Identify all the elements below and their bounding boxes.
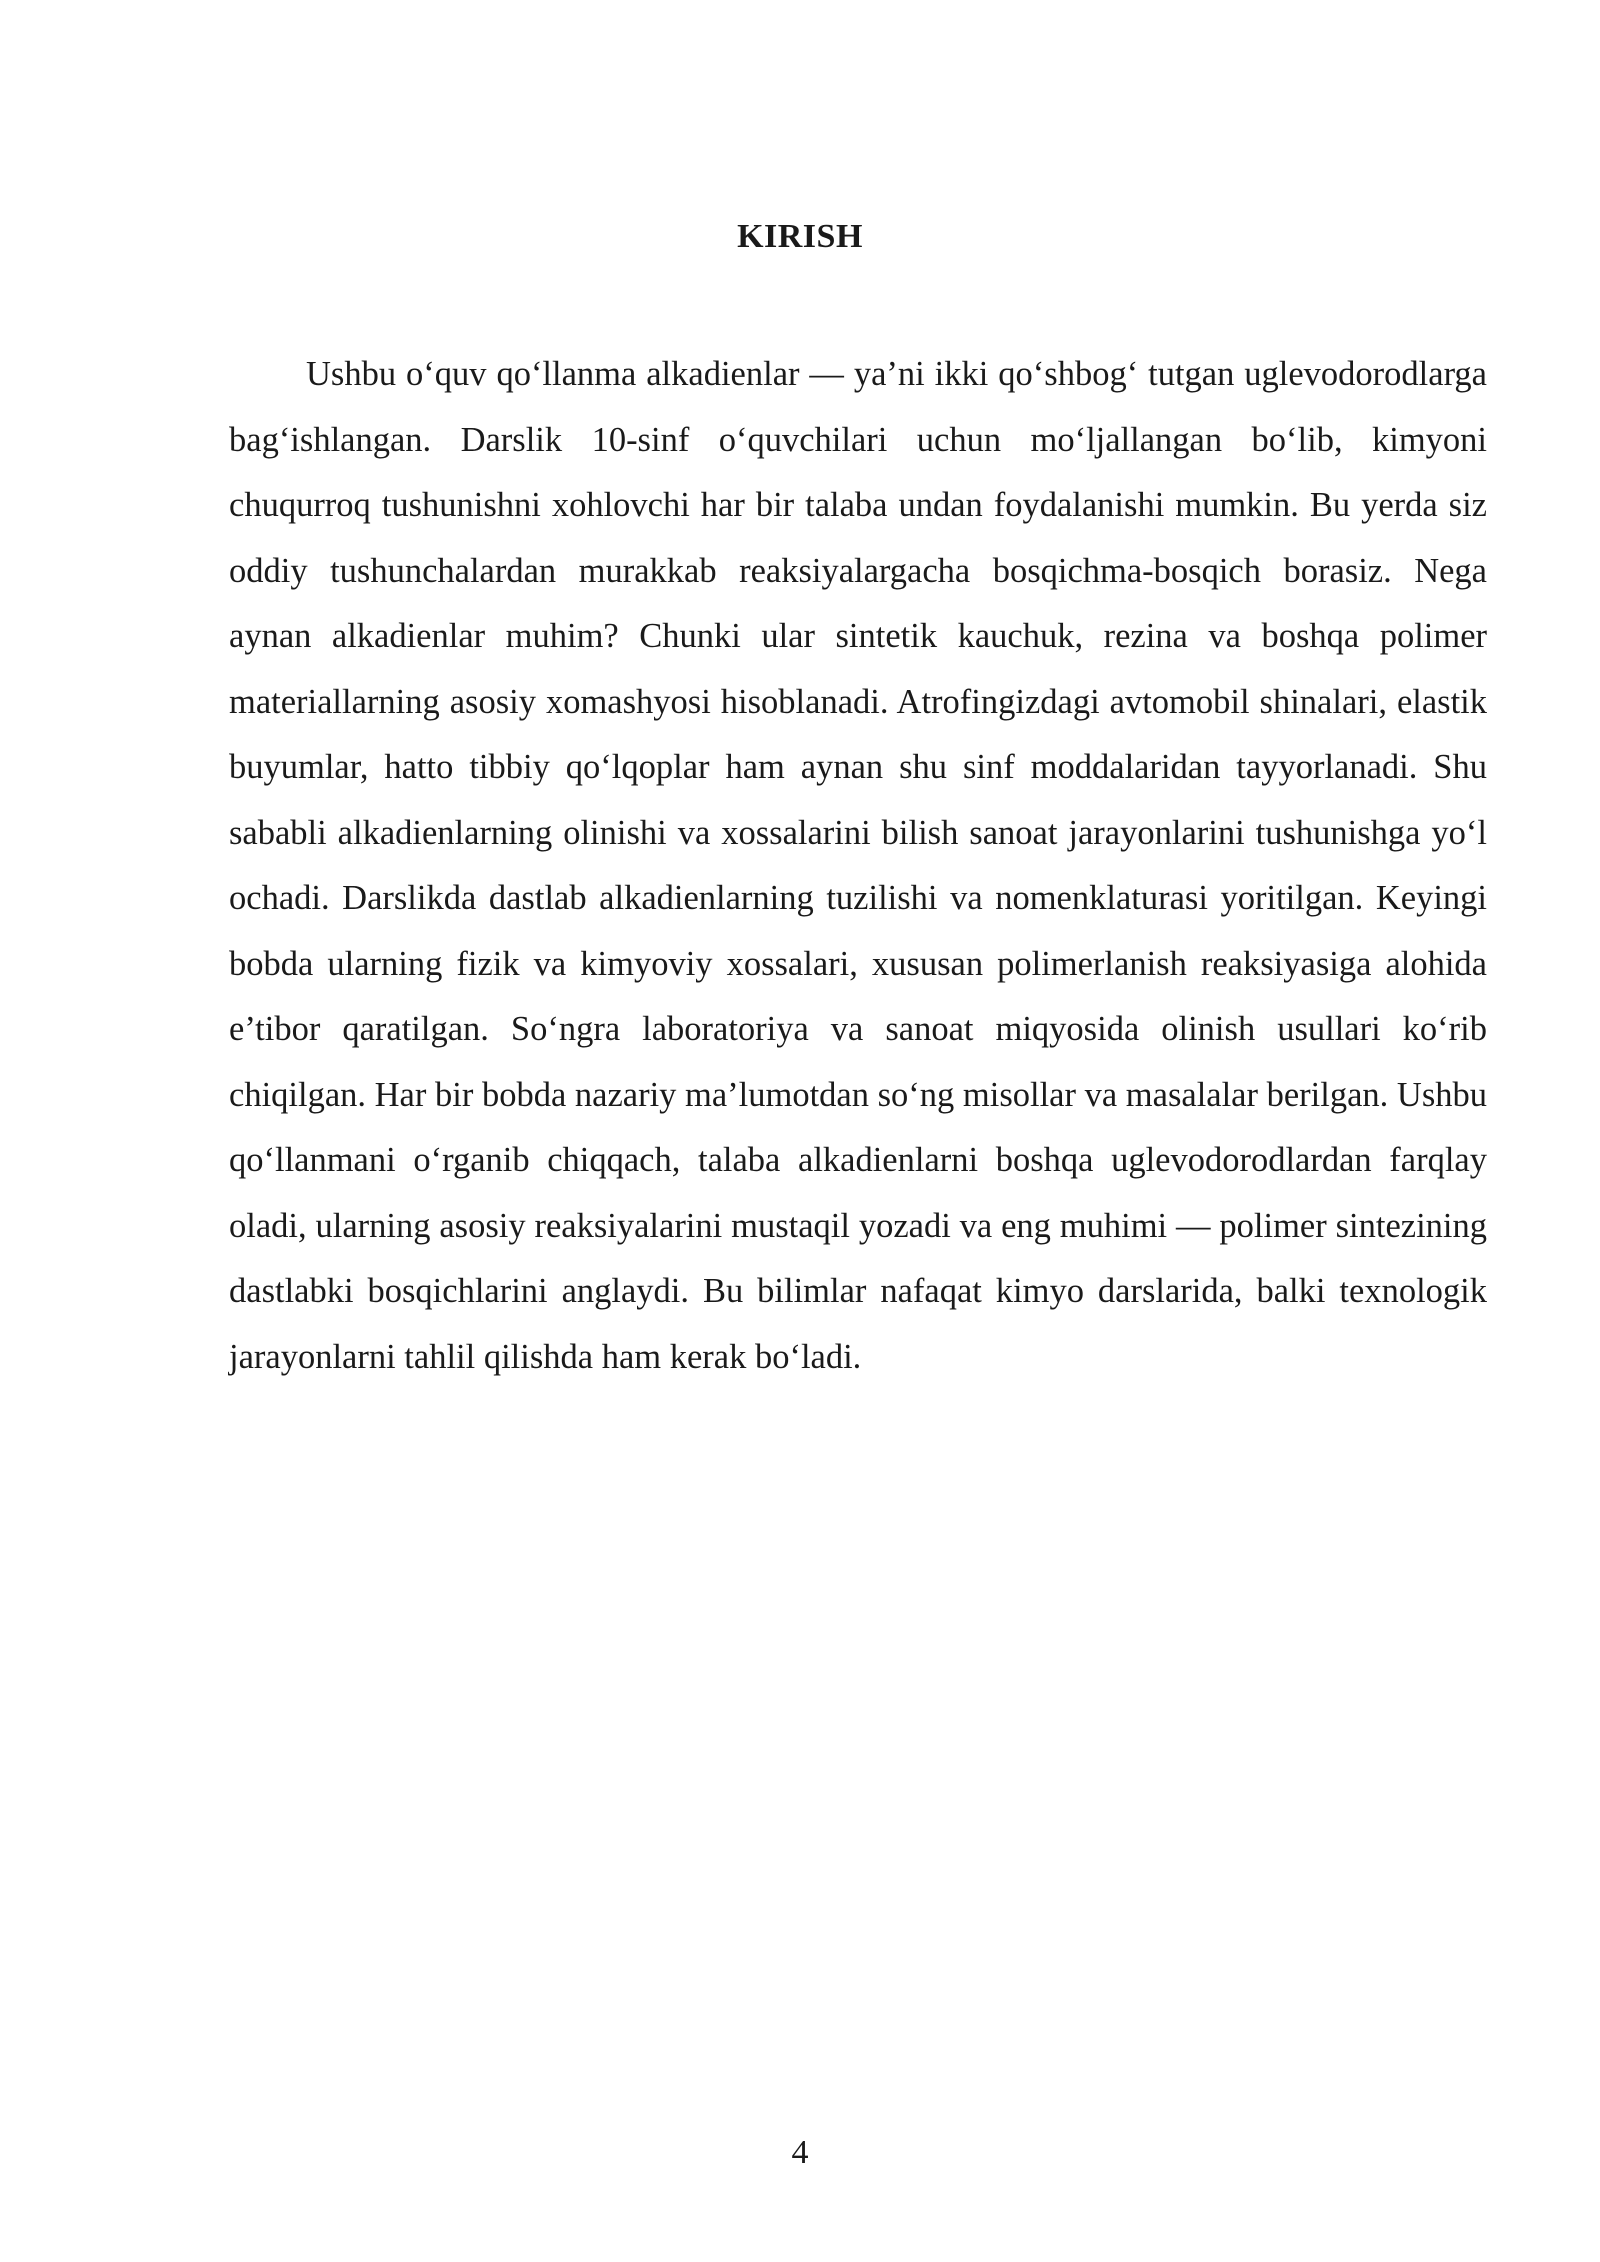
page-title: KIRISH — [737, 218, 863, 255]
body-paragraph: Ushbu o‘quv qo‘llanma alkadienlar — ya’ni ikki qo‘shbog‘ tutgan uglevodorodlarga bag‘ishlangan. Darslik 10-sinf o‘quvchilari uchun mo‘ljallangan bo‘lib, kimyoni chuqurroq tushunishni xohlovchi har bir talaba undan foydalanishi mumkin. Bu yerda siz oddiy tushunchalardan murakkab reaksiyalargacha bosqichma-bosqich borasiz. Nega aynan alkadienlar muhim? Chunki ular sintetik kauchuk, rezina va boshqa polimer materiallarning asosiy xomashyosi hisoblanadi. Atrofingizdagi avtomobil shinalari, elastik buyumlar, hatto tibbiy qo‘lqoplar ham aynan shu sinf moddalaridan tayyorlanadi. Shu sababli alkadienlarning olinishi va xossalarini bilish sanoat jarayonlarini tushunishga yo‘l ochadi. Darslikda dastlab alkadienlarning tuzilishi va nomenklaturasi yoritilgan. Keyingi bobda ularning fizik va kimyoviy xossalari, xususan polimerlanish reaksiyasiga alohida e’tibor qaratilgan. So‘ngra laboratoriya va sanoat miqyosida olinish usullari ko‘rib chiqilgan. Har bir bobda nazariy ma’lumotdan so‘ng misollar va masalalar berilgan. Ushbu qo‘llanmani o‘rganib chiqqach, talaba alkadienlarni boshqa uglevodorodlardan farqlay oladi, ularning asosiy reaksiyalarini mustaqil yozadi va eng muhimi — polimer sintezining dastlabki bosqichlarini anglaydi. Bu bilimlar nafaqat kimyo darslarida, balki texnologik jarayonlarni tahlil qilishda ham kerak bo‘ladi. — [229, 355, 1487, 1376]
page-number: 4 — [791, 2134, 809, 2171]
